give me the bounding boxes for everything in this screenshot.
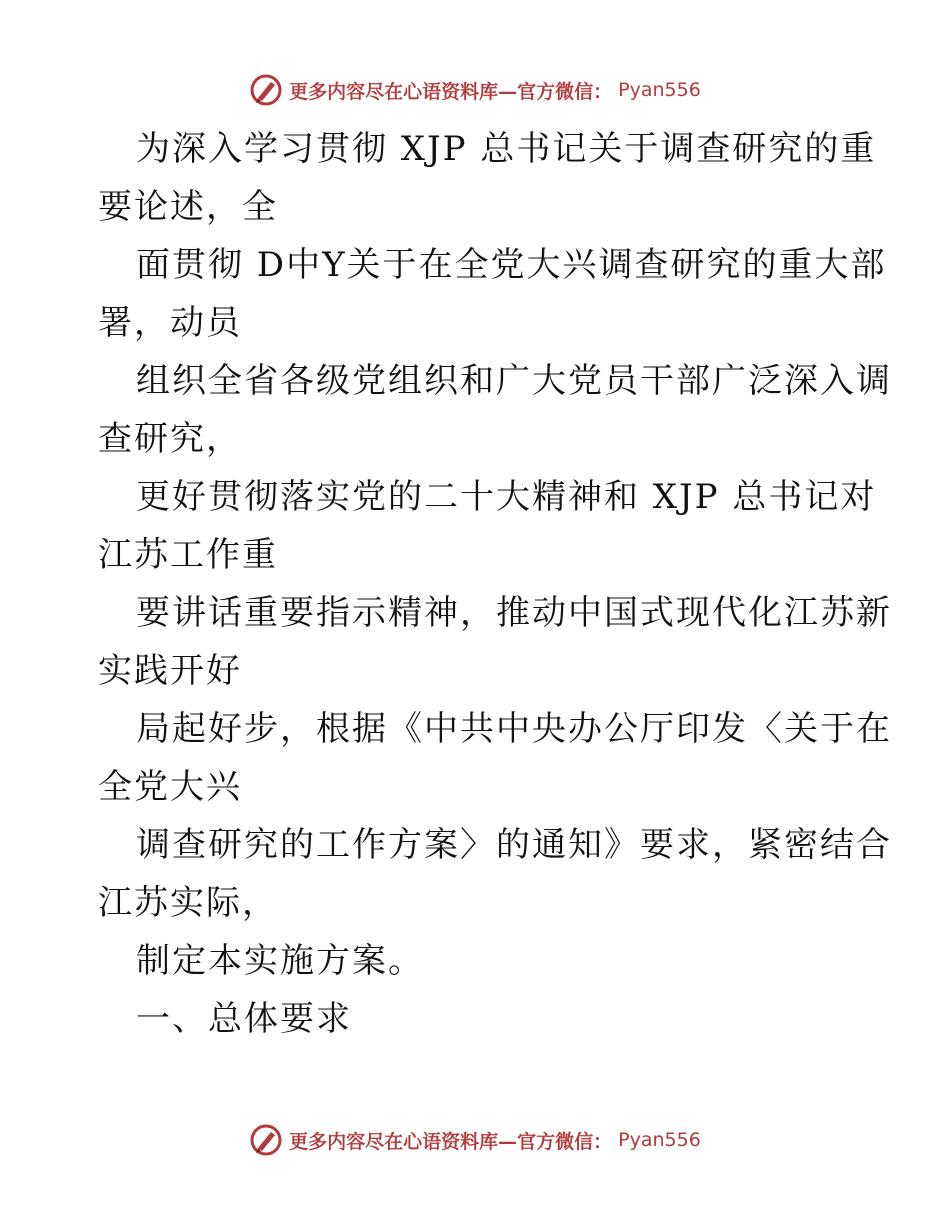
text-line: 制定本实施方案。 (136, 941, 424, 981)
text-line: 局起好步，根据《中共中央办公厅印发〈关于在 (136, 709, 892, 749)
text-line: 组织全省各级党组织和广大党员干部广泛深入调 (136, 361, 892, 401)
document-body (98, 120, 892, 1048)
text-line: 江苏工作重 (98, 535, 278, 575)
footer-watermark (0, 1120, 950, 1160)
watermark-account: Pyan556 (618, 79, 701, 101)
text-line: 实践开好 (98, 651, 242, 691)
watermark-account: Pyan556 (618, 1129, 701, 1151)
pen-logo-icon (249, 73, 283, 107)
text-line: 查研究， (98, 419, 242, 459)
pen-logo-icon (249, 1123, 283, 1157)
text-line: 要讲话重要指示精神，推动中国式现代化江苏新 (136, 593, 892, 633)
text-line: 江苏实际， (98, 883, 278, 923)
section-heading: 一、总体要求 (136, 999, 352, 1039)
text-line: 更好贯彻落实党的二十大精神和 XJP 总书记对 (136, 477, 877, 517)
text-line: 为深入学习贯彻 XJP 总书记关于调查研究的重 (136, 129, 877, 169)
text-line: 调查研究的工作方案〉的通知》要求，紧密结合 (136, 825, 892, 865)
text-line: 全党大兴 (98, 767, 242, 807)
header-watermark (0, 70, 950, 110)
text-line: 署，动员 (98, 303, 242, 343)
watermark-text: 更多内容尽在心语资料库—官方微信： (289, 80, 613, 103)
watermark-text: 更多内容尽在心语资料库—官方微信： (289, 1130, 613, 1153)
text-line: 面贯彻 D中Y关于在全党大兴调查研究的重大部 (136, 245, 887, 285)
text-line: 要论述，全 (98, 187, 278, 227)
